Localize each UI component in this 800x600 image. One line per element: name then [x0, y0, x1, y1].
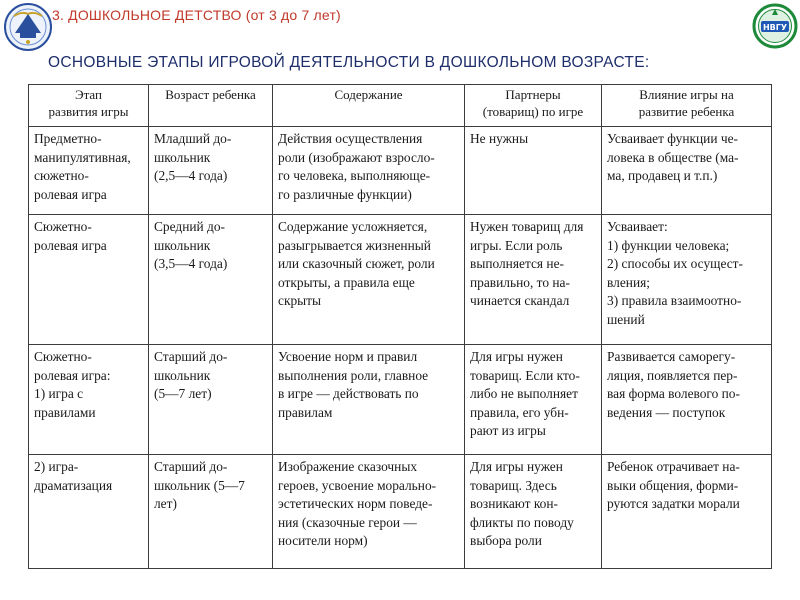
table-row — [29, 215, 772, 345]
table-row — [29, 345, 772, 455]
table-row — [29, 455, 772, 569]
column-header-stage: Этап развития игры — [29, 85, 149, 127]
table-cell-stage: Сюжетно- ролевая игра: 1) игра с правилами — [29, 345, 149, 455]
table-cell-content: Действия осуществления роли (изображают взросло- го человека, выполняюще- го различные функции) — [273, 127, 465, 215]
table-cell-stage: Предметно- манипулятивная, сюжетно- ролевая игра — [29, 127, 149, 215]
game-stages-table — [28, 84, 772, 569]
table-cell-partners: Не нужны — [465, 127, 602, 215]
table-cell-influence: Усваивает функции че- ловека в обществе (ма- ма, продавец и т.п.) — [602, 127, 772, 215]
table-cell-influence: Усваивает: 1) функции человека; 2) способы их осущест- вления; 3) правила взаимоотно- шений — [602, 215, 772, 345]
table-cell-age: Старший до- школьник (5—7 лет) — [149, 345, 273, 455]
table-cell-age: Средний до- школьник (3,5—4 года) — [149, 215, 273, 345]
table-cell-age: Младший до- школьник (2,5—4 года) — [149, 127, 273, 215]
table-header-row — [29, 85, 772, 127]
table-cell-influence: Ребенок отрачивает на- выки общения, форми- руются задатки морали — [602, 455, 772, 569]
table-cell-age: Старший до- школьник (5—7 лет) — [149, 455, 273, 569]
table-cell-content: Усвоение норм и правил выполнения роли, главное в игре — действовать по правилам — [273, 345, 465, 455]
column-header-content: Содержание — [273, 85, 465, 127]
table-cell-content: Содержание усложняется, разыгрывается жизненный или сказочный сюжет, роли открыты, а правила еще скрыты — [273, 215, 465, 345]
table-cell-partners: Для игры нужен товарищ. Здесь возникают кон- фликты по поводу выбора роли — [465, 455, 602, 569]
table-cell-stage: Сюжетно- ролевая игра — [29, 215, 149, 345]
table-cell-stage: 2) игра- драматизация — [29, 455, 149, 569]
table-cell-influence: Развивается саморегу- ляция, появляется пер- вая форма волевого по- ведения — поступок — [602, 345, 772, 455]
university-emblem-logo — [2, 2, 54, 52]
table-cell-partners: Нужен товарищ для игры. Если роль выполняется не- правильно, то на- чинается скандал — [465, 215, 602, 345]
page-heading: ОСНОВНЫЕ ЭТАПЫ ИГРОВОЙ ДЕЯТЕЛЬНОСТИ В ДОШКОЛЬНОМ ВОЗРАСТЕ: — [48, 54, 650, 71]
column-header-partners: Партнеры (товарищ) по игре — [465, 85, 602, 127]
table-cell-content: Изображение сказочных героев, усвоение морально- эстетических норм поведе- ния (сказочные герои — носители норм) — [273, 455, 465, 569]
nvgu-emblem-icon — [752, 2, 798, 50]
table-cell-partners: Для игры нужен товарищ. Если кто- либо не выполняет правила, его убн- рают из игры — [465, 345, 602, 455]
nvgu-logo — [752, 2, 798, 50]
nvgu-logo-label: НВГУ — [762, 23, 788, 32]
table-row — [29, 127, 772, 215]
emblem-icon — [2, 2, 54, 52]
column-header-age: Возраст ребенка — [149, 85, 273, 127]
column-header-influence: Влияние игры на развитие ребенка — [602, 85, 772, 127]
section-title: 3. ДОШКОЛЬНОЕ ДЕТСТВО (от 3 до 7 лет) — [52, 7, 341, 23]
